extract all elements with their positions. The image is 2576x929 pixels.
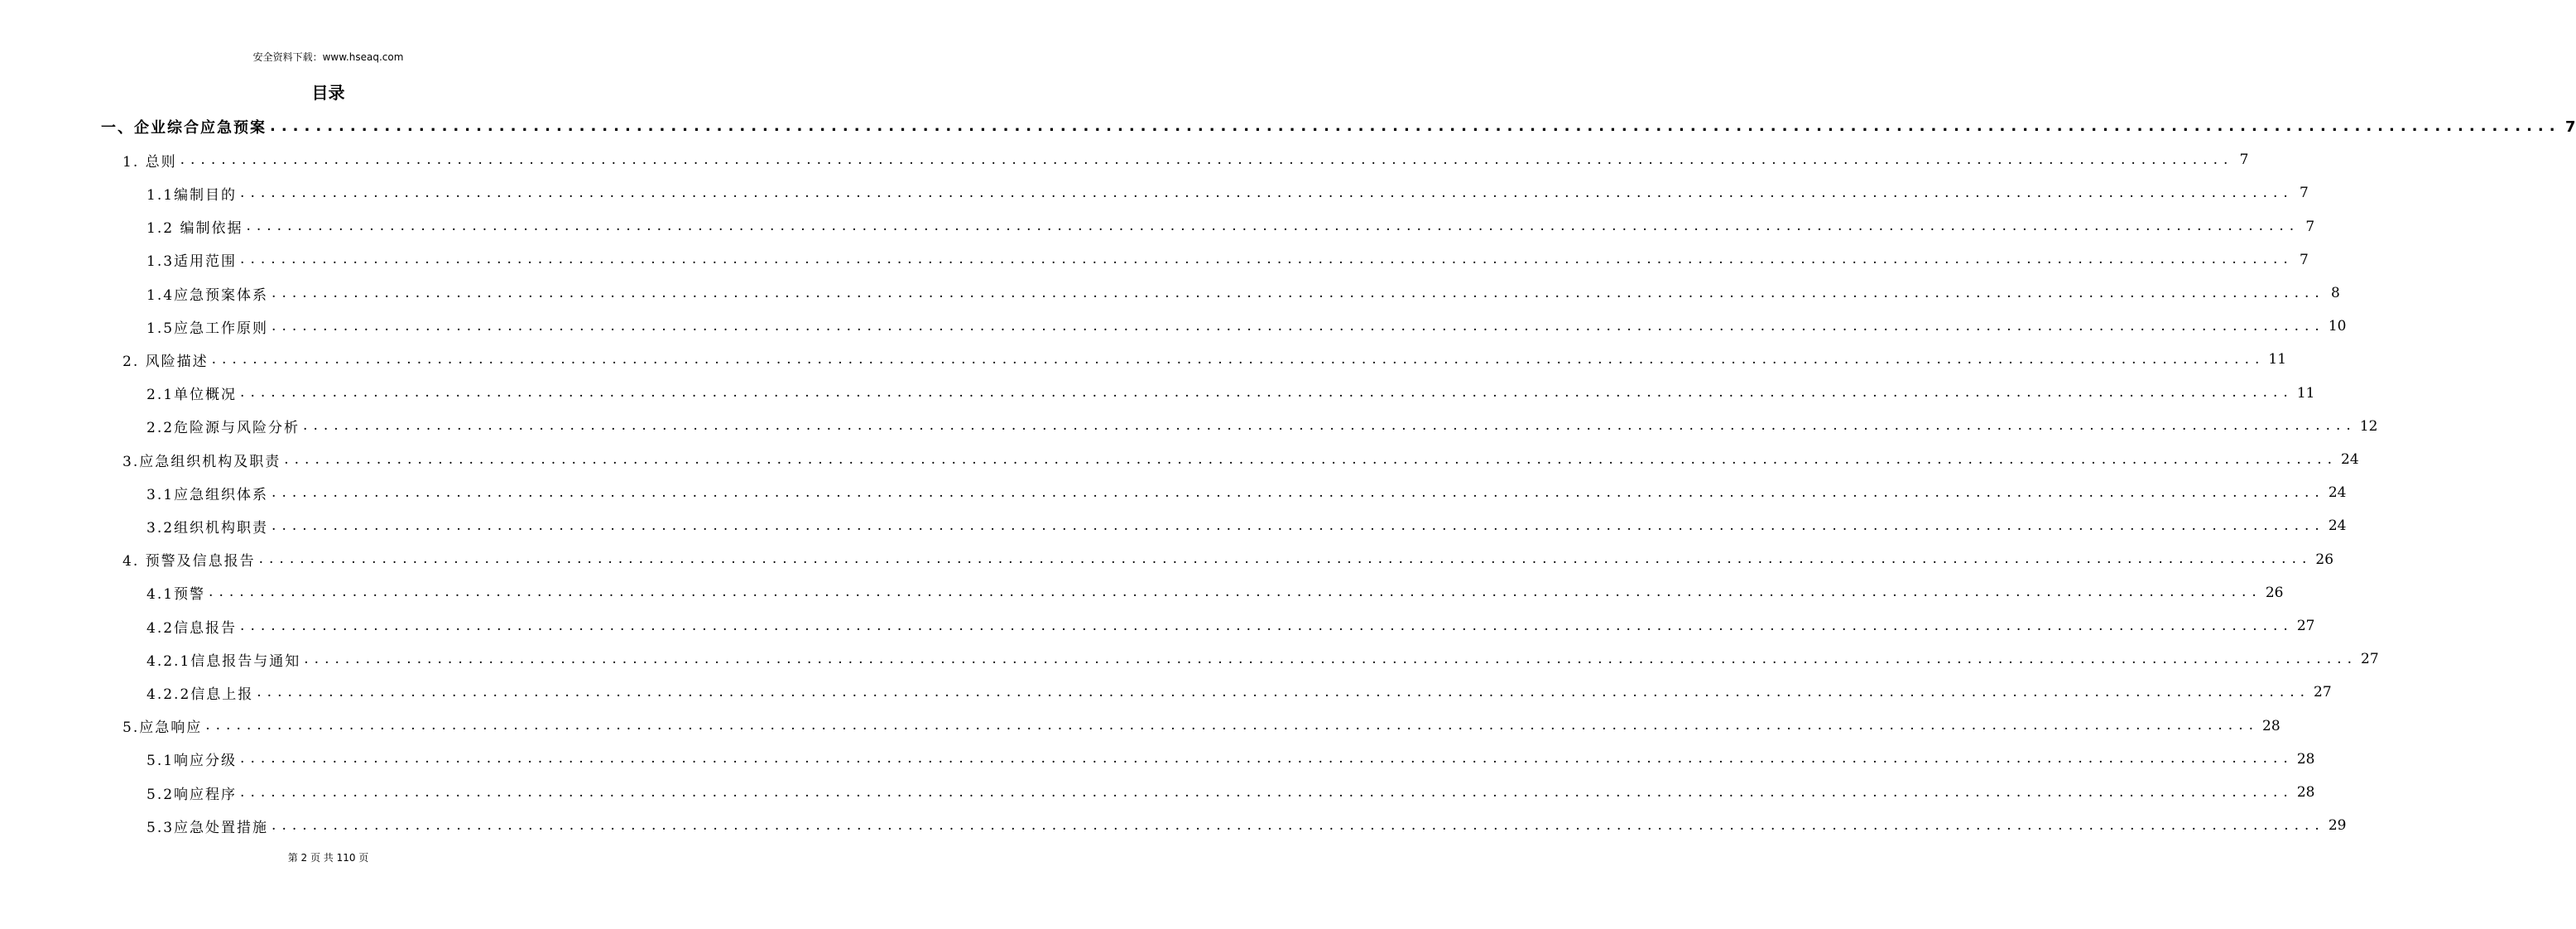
toc-dot-leader: ........................................................................................................................................................................................................ <box>270 118 2561 135</box>
toc-entry-label: 5.3应急处置措施 <box>147 819 269 836</box>
toc-entry-page-number: 27 <box>2361 651 2379 668</box>
page-header: 安全资料下载：www.hseaq.com <box>252 51 404 63</box>
toc-dot-leader: ........................................................................................................................................................................................................ <box>211 350 2266 368</box>
toc-entry-page-number: 27 <box>2296 618 2315 634</box>
toc-entry[interactable] <box>147 780 2315 805</box>
toc-entry-page-number: 11 <box>2296 384 2315 402</box>
toc-dot-leader: ........................................................................................................................................................................................................ <box>284 450 2338 468</box>
toc-dot-leader: ........................................................................................................................................................................................................ <box>240 184 2294 201</box>
toc-dot-leader: ........................................................................................................................................................................................................ <box>258 551 2313 568</box>
toc-dot-leader: ........................................................................................................................................................................................................ <box>303 417 2357 435</box>
toc-entry-page-number: 26 <box>2265 584 2284 601</box>
toc-entry[interactable] <box>123 447 2359 472</box>
toc-entry-label: 2.2危险源与风险分析 <box>147 420 300 437</box>
toc-entry-page-number: 11 <box>2268 351 2287 368</box>
toc-entry-page-number: 24 <box>2328 517 2347 535</box>
toc-entry-page-number: 29 <box>2328 817 2347 835</box>
toc-entry-label: 4.2.2信息上报 <box>147 686 254 703</box>
toc-title: 目录 <box>311 83 345 103</box>
toc-entry-page-number: 10 <box>2328 318 2347 335</box>
page-footer: 第 2 页 共 110 页 <box>287 852 369 864</box>
toc-entry-page-number: 27 <box>2314 684 2332 701</box>
toc-dot-leader: ........................................................................................................................................................................................................ <box>272 317 2325 335</box>
toc-dot-leader: ........................................................................................................................................................................................................ <box>272 484 2325 501</box>
toc-dot-leader: ........................................................................................................................................................................................................ <box>180 151 2234 168</box>
toc-entry-page-number: 12 <box>2359 417 2378 435</box>
toc-entry-label: 1.3适用范围 <box>147 253 238 271</box>
toc-entry[interactable] <box>147 214 2315 239</box>
toc-entry-label: 2. 风险描述 <box>123 353 209 370</box>
toc-entry-page-number: 28 <box>2296 750 2315 768</box>
toc-entry-page-number: 28 <box>2296 784 2315 801</box>
toc-entry-label: 5.1响应分级 <box>147 753 238 770</box>
toc-entry[interactable] <box>123 547 2334 572</box>
toc-dot-leader: ........................................................................................................................................................................................................ <box>246 218 2300 235</box>
toc-entry-page-number: 26 <box>2315 551 2334 568</box>
toc-entry-label: 5.应急响应 <box>123 720 203 737</box>
toc-entry-page-number: 24 <box>2328 484 2347 502</box>
toc-entry[interactable] <box>147 181 2309 205</box>
toc-entry-label: 3.1应急组织体系 <box>147 486 269 503</box>
toc-entry-page-number: 7 <box>2299 251 2309 268</box>
toc-entry-label: 4.2信息报告 <box>147 619 238 637</box>
toc-dot-leader: ........................................................................................................................................................................................................ <box>240 251 2294 268</box>
toc-entry[interactable] <box>101 114 2576 139</box>
toc-entry-label: 1.2 编制依据 <box>147 220 243 238</box>
toc-entry-page-number: 24 <box>2341 451 2359 468</box>
toc-entry-label: 4. 预警及信息报告 <box>123 553 256 570</box>
toc-entry-label: 1.4应急预案体系 <box>147 286 269 304</box>
toc-entry-page-number: 7 <box>2565 118 2576 136</box>
toc-entry[interactable] <box>147 281 2340 306</box>
toc-dot-leader: ........................................................................................................................................................................................................ <box>240 783 2294 801</box>
toc-entry[interactable] <box>123 347 2287 372</box>
toc-entry[interactable] <box>147 747 2315 772</box>
toc-dot-leader: ........................................................................................................................................................................................................ <box>257 683 2311 700</box>
toc-entry-label: 4.2.1信息报告与通知 <box>147 652 301 670</box>
toc-entry-page-number: 7 <box>2305 218 2315 235</box>
toc-entry-label: 1.1编制目的 <box>147 186 238 204</box>
toc-entry-label: 3.应急组织机构及职责 <box>123 453 281 470</box>
toc-entry-page-number: 7 <box>2299 185 2309 202</box>
toc-entry[interactable] <box>147 248 2309 272</box>
toc-entry[interactable] <box>147 813 2347 838</box>
toc-entry-page-number: 28 <box>2262 717 2280 734</box>
toc-entry[interactable] <box>147 580 2284 605</box>
toc-dot-leader: ........................................................................................................................................................................................................ <box>272 284 2325 301</box>
toc-dot-leader: ........................................................................................................................................................................................................ <box>272 816 2325 834</box>
toc-dot-leader: ........................................................................................................................................................................................................ <box>304 650 2358 667</box>
toc-entry[interactable] <box>147 647 2379 671</box>
toc-dot-leader: ........................................................................................................................................................................................................ <box>272 517 2325 534</box>
toc-entry[interactable] <box>147 513 2347 538</box>
toc-entry[interactable] <box>147 414 2378 439</box>
toc-entry-label: 4.1预警 <box>147 586 206 604</box>
toc-dot-leader: ........................................................................................................................................................................................................ <box>240 617 2294 634</box>
toc-entry-page-number: 7 <box>2239 152 2249 169</box>
toc-entry[interactable] <box>123 714 2280 739</box>
toc-dot-leader: ........................................................................................................................................................................................................ <box>240 384 2294 402</box>
toc-entry-label: 1. 总则 <box>123 153 177 171</box>
toc-entry-label: 3.2组织机构职责 <box>147 519 269 537</box>
toc-dot-leader: ........................................................................................................................................................................................................ <box>205 717 2259 734</box>
toc-entry[interactable] <box>147 680 2332 705</box>
toc-entry-label: 5.2响应程序 <box>147 786 238 803</box>
toc-entry-label: 2.1单位概况 <box>147 387 238 404</box>
toc-entry[interactable] <box>147 614 2315 638</box>
toc-dot-leader: ........................................................................................................................................................................................................ <box>209 584 2262 601</box>
toc-entry[interactable] <box>123 147 2249 172</box>
toc-dot-leader: ........................................................................................................................................................................................................ <box>240 750 2294 768</box>
toc-entry[interactable] <box>147 314 2347 339</box>
toc-entry[interactable] <box>147 381 2315 406</box>
toc-entry-page-number: 8 <box>2330 285 2340 301</box>
toc-entry-label: 一、企业综合应急预案 <box>101 119 267 137</box>
toc-entry[interactable] <box>147 480 2347 505</box>
toc-entry-label: 1.5应急工作原则 <box>147 320 269 337</box>
